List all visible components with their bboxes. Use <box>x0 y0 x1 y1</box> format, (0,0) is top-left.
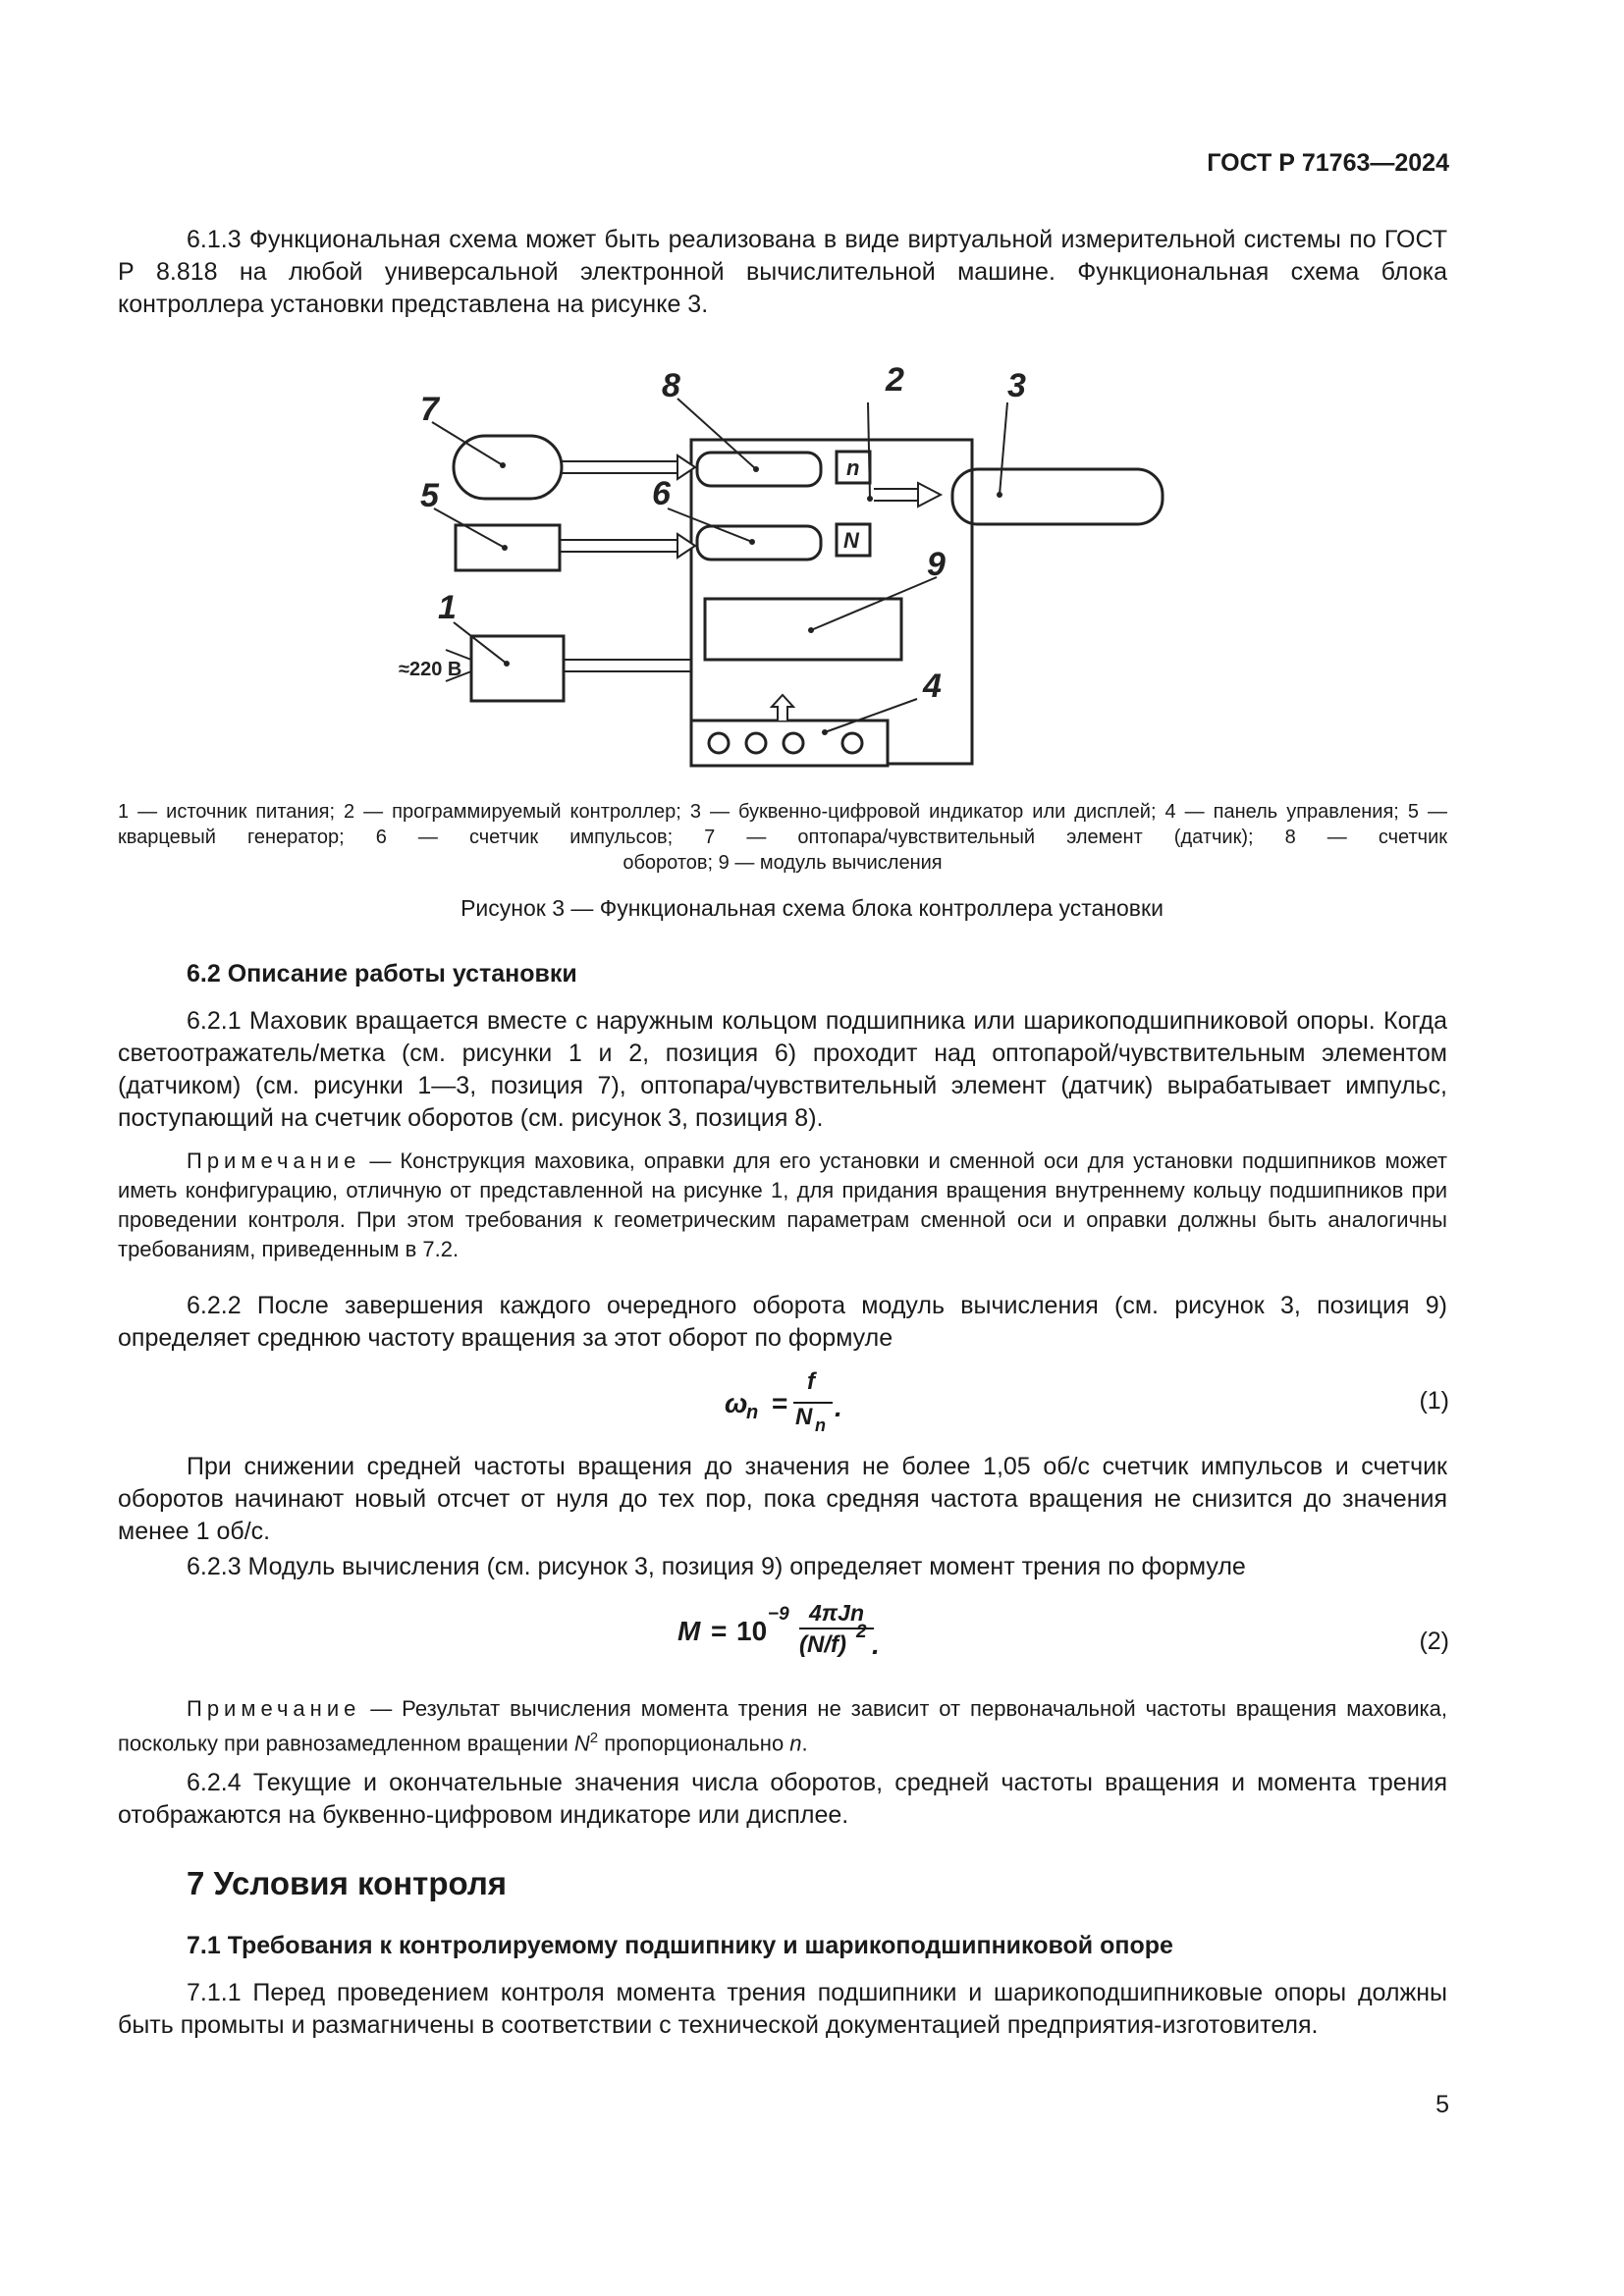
pulse-counter-box <box>697 526 821 560</box>
paragraph-7-1-1: 7.1.1 Перед проведением контроля момента трения подшипники и шарикоподшипниковые опоры должны быть промыты и размагничены в соответствии с технической документацией предприятия-изготовителя. <box>118 1979 1447 2039</box>
functional-diagram <box>383 363 1188 775</box>
note-1 <box>118 1147 1447 1264</box>
section-7-1-heading: 7.1 Требования к контролируемому подшипнику и шарикоподшипниковой опоре <box>187 1932 1173 1959</box>
label-4: 4 <box>923 667 942 705</box>
paragraph-6-2-3: 6.2.3 Модуль вычисления (см. рисунок 3, позиция 9) определяет момент трения по формуле <box>187 1553 1246 1580</box>
equation-1-number: (1) <box>1419 1387 1449 1415</box>
paragraph-6-2-2: 6.2.2 После завершения каждого очередного оборота модуль вычисления (см. рисунок 3, позиция 9) определяет среднюю частоту вращения за этот оборот по формуле <box>118 1292 1447 1352</box>
page-number: 5 <box>1435 2091 1449 2118</box>
label-8: 8 <box>662 367 680 404</box>
label-1: 1 <box>438 589 457 626</box>
label-9: 9 <box>927 546 946 583</box>
display-N: N <box>843 528 859 553</box>
display-box <box>952 469 1163 524</box>
voltage-label: ≈220 В <box>399 659 462 680</box>
label-6: 6 <box>652 475 671 512</box>
label-3: 3 <box>1007 367 1026 404</box>
note-label: Примечание <box>187 1148 361 1173</box>
control-panel-box <box>691 721 888 766</box>
section-6-2-heading: 6.2 Описание работы установки <box>187 960 577 988</box>
figure-legend-end: оборотов; 9 — модуль вычисления <box>623 852 943 874</box>
paragraph-6-2-4: 6.2.4 Текущие и окончательные значения числа оборотов, средней частоты вращения и момента трения отображаются на буквенно-цифровом индикаторе или дисплее. <box>118 1769 1447 1829</box>
label-7: 7 <box>420 391 439 428</box>
display-n: n <box>846 455 860 480</box>
note-label: Примечание <box>187 1696 361 1721</box>
document-header: ГОСТ Р 71763—2024 <box>1207 149 1449 177</box>
figure-legend: 1 — источник питания; 2 — программируемый контроллер; 3 — буквенно-цифровой индикатор или дисплей; 4 — панель управления; 5 — кварцевый генератор; 6 — счетчик импульсов; 7 — оптопара/чувствительный элемент (датчик); 8 — счетчик <box>118 801 1447 848</box>
paragraph-6-1-3: 6.1.3 Функциональная схема может быть реализована в виде виртуальной измерительной системы по ГОСТ Р 8.818 на любой универсальной электронной вычислительной машине. Функциональная схема блока контроллера установки представлена на рисунке 3. <box>118 226 1447 318</box>
equation-2-number: (2) <box>1419 1628 1449 1655</box>
note-text: — Конструкция маховика, оправки для его установки и сменной оси для установки подшипников может иметь конфигурацию, отличную от представленной на рисунке 1, для придания вращения внутреннему кольцу подшипников при проведении контроля. При этом требования к геометрическим параметрам сменной оси и оправки должны быть аналогичны требованиям, приведенным в 7.2. <box>118 1148 1447 1261</box>
section-7-heading: 7 Условия контроля <box>187 1865 508 1901</box>
label-2: 2 <box>886 363 904 399</box>
label-5: 5 <box>420 477 439 514</box>
figure-caption: Рисунок 3 — Функциональная схема блока контроллера установки <box>460 895 1164 921</box>
paragraph-after-eq1: При снижении средней частоты вращения до значения не более 1,05 об/с счетчик импульсов и счетчик оборотов начинают новый отсчет от нуля до тех пор, пока средняя частота вращения не снизится до значения менее 1 об/с. <box>118 1453 1447 1545</box>
calc-module-box <box>705 599 901 660</box>
note-2: Примечание — Результат вычисления момента трения не зависит от первоначальной частоты вращения маховика, поскольку при равнозамедленном вращении $N^2$ пропорционально n. <box>118 1696 1447 1756</box>
paragraph-6-2-1: 6.2.1 Маховик вращается вместе с наружным кольцом подшипника или шарикоподшипниковой опоры. Когда светоотражатель/метка (см. рисунки 1 и 2, позиция 6) проходит над оптопарой/чувствительным элементом (датчиком) (см. рисунки 1—3, позиция 7), оптопара/чувствительный элемент (датчик) вырабатывает импульс, поступающий на счетчик оборотов (см. рисунок 3, позиция 8). <box>118 1007 1447 1132</box>
